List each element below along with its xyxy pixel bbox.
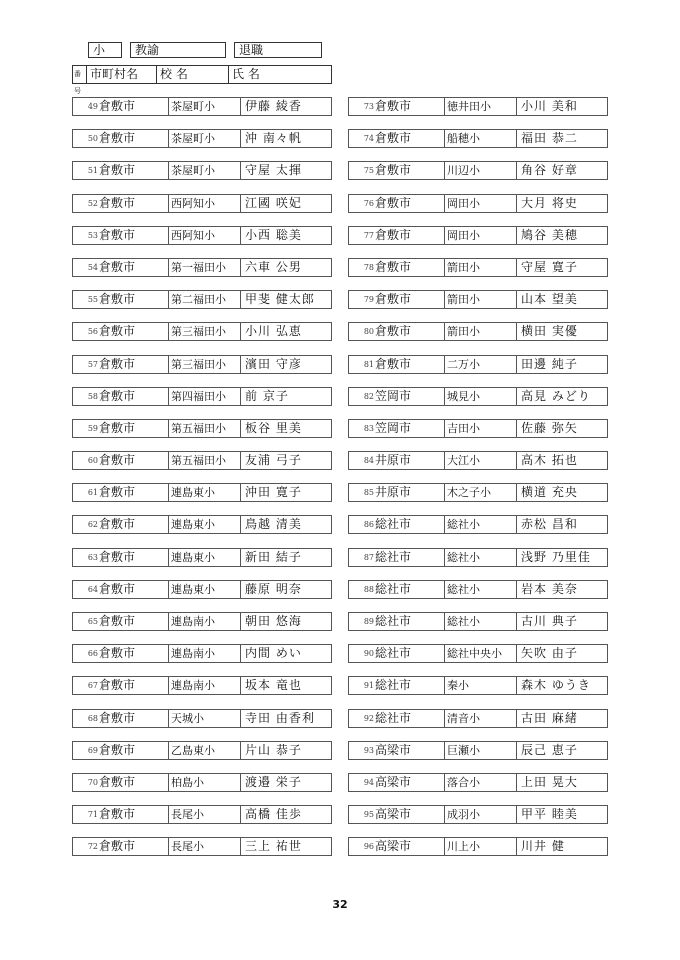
school-level-box: 小 [88, 42, 122, 58]
row-name: 六車 公男 [245, 259, 302, 274]
row-name: 田邊 純子 [521, 356, 578, 371]
row-name: 森木 ゆうき [521, 678, 591, 693]
row-name: 江國 咲妃 [245, 195, 302, 210]
row-name: 角谷 好章 [521, 163, 578, 178]
column-header-name: 氏 名 [232, 67, 260, 81]
row-school: 川上小 [445, 838, 517, 855]
row-school: 大江小 [445, 452, 517, 469]
row-city: 倉敷市 [375, 227, 445, 244]
row-city: 倉敷市 [375, 162, 445, 179]
row-school: 木之子小 [445, 484, 517, 501]
row-city: 倉敷市 [99, 742, 169, 759]
row-number: 87 [363, 552, 374, 562]
table-row [72, 97, 332, 116]
row-city: 笠岡市 [375, 388, 445, 405]
row-school: 長尾小 [169, 838, 241, 855]
row-name: 小川 弘恵 [245, 324, 302, 339]
row-number: 79 [363, 295, 374, 305]
row-school: 第三福田小 [169, 356, 241, 373]
row-school: 長尾小 [169, 806, 241, 823]
row-name: 横田 実優 [521, 324, 578, 339]
row-number: 62 [87, 520, 98, 530]
column-header-city: 市町村名 [87, 66, 157, 83]
table-row [348, 194, 608, 213]
row-name: 赤松 昌和 [521, 517, 578, 532]
table-row [72, 258, 332, 277]
row-city: 倉敷市 [99, 677, 169, 694]
row-name: 片山 恭子 [245, 742, 302, 757]
row-school: 天城小 [169, 710, 241, 727]
row-school: 茶屋町小 [169, 98, 241, 115]
row-city: 倉敷市 [99, 98, 169, 115]
row-name: 三上 祐世 [245, 839, 302, 854]
row-name: 守屋 寛子 [521, 259, 578, 274]
row-city: 倉敷市 [375, 356, 445, 373]
row-name: 浅野 乃里佳 [521, 549, 591, 564]
row-name: 伊藤 綾香 [245, 99, 302, 113]
row-number: 55 [87, 295, 98, 305]
row-city: 倉敷市 [99, 838, 169, 855]
row-number: 54 [87, 262, 98, 272]
table-row [348, 837, 608, 856]
row-number: 95 [363, 810, 374, 820]
page-number: 32 [332, 898, 348, 911]
row-name: 内間 めい [245, 646, 302, 661]
table-row [72, 419, 332, 438]
row-name: 渡邉 栄子 [245, 774, 302, 789]
row-number: 70 [87, 777, 98, 787]
row-school: 箭田小 [445, 259, 517, 276]
table-row [348, 676, 608, 695]
row-city: 倉敷市 [375, 323, 445, 340]
row-city: 倉敷市 [99, 549, 169, 566]
row-city: 総社市 [375, 613, 445, 630]
row-city: 倉敷市 [99, 452, 169, 469]
row-city: 倉敷市 [99, 227, 169, 244]
row-number: 88 [363, 584, 374, 594]
row-school: 乙島東小 [169, 742, 241, 759]
row-city: 倉敷市 [375, 291, 445, 308]
table-row [348, 161, 608, 180]
row-name: 福田 恭二 [521, 131, 578, 146]
row-name: 古田 麻緒 [521, 710, 578, 725]
row-school: 秦小 [445, 677, 517, 694]
table-row [72, 226, 332, 245]
row-school: 箭田小 [445, 291, 517, 308]
row-school: 連島東小 [169, 549, 241, 566]
row-city: 倉敷市 [99, 323, 169, 340]
row-number: 89 [363, 617, 374, 626]
table-row [348, 805, 608, 824]
table-row [348, 709, 608, 728]
row-number: 74 [363, 134, 374, 144]
row-school: 連島東小 [169, 581, 241, 598]
row-number: 57 [87, 359, 98, 369]
row-school: 第一福田小 [169, 259, 241, 276]
table-row [72, 580, 332, 599]
table-row [72, 290, 332, 309]
row-number: 64 [87, 584, 98, 594]
row-city: 高梁市 [375, 838, 445, 855]
row-name: 藤原 明奈 [245, 581, 302, 596]
row-school: 西阿知小 [169, 195, 241, 212]
row-school: 川辺小 [445, 162, 517, 179]
row-number: 68 [87, 713, 98, 723]
table-row [348, 580, 608, 599]
row-school: 船穂小 [445, 130, 517, 147]
table-row [72, 773, 332, 792]
row-name: 朝田 悠海 [245, 614, 302, 628]
row-school: 巨瀬小 [445, 742, 517, 759]
right-column-list [348, 97, 608, 870]
row-number: 50 [87, 134, 98, 144]
row-number: 52 [87, 198, 98, 208]
row-number: 75 [363, 166, 374, 176]
table-row [72, 741, 332, 760]
row-school: 連島東小 [169, 484, 241, 501]
column-header-row [72, 65, 332, 95]
row-name: 沖 南々帆 [245, 131, 302, 146]
row-number: 53 [87, 230, 98, 240]
table-row [72, 644, 332, 663]
table-row [72, 483, 332, 502]
row-number: 56 [87, 327, 98, 337]
table-row [348, 226, 608, 245]
row-name: 岩本 美奈 [521, 581, 578, 596]
table-row [348, 644, 608, 663]
row-city: 総社市 [375, 710, 445, 727]
row-number: 76 [363, 198, 374, 208]
row-school: 茶屋町小 [169, 162, 241, 179]
table-row [348, 322, 608, 341]
row-name: 高木 拓也 [521, 453, 578, 468]
row-name: 新田 結子 [245, 549, 302, 564]
row-number: 85 [363, 488, 374, 498]
row-name: 守屋 太揮 [245, 163, 302, 178]
table-row [72, 709, 332, 728]
table-row [348, 387, 608, 406]
row-number: 78 [363, 262, 374, 272]
column-header-number: 番号 [73, 66, 87, 83]
table-row [348, 258, 608, 277]
table-row [72, 515, 332, 534]
column-header-school: 校 名 [157, 66, 229, 83]
role-box: 教諭 [130, 42, 226, 58]
row-number: 49 [87, 102, 98, 111]
row-name: 鳩谷 美穂 [521, 227, 578, 242]
row-number: 51 [87, 166, 98, 176]
row-city: 高梁市 [375, 774, 445, 791]
row-number: 66 [87, 649, 98, 659]
row-name: 友浦 弓子 [245, 453, 302, 468]
row-school: 第四福田小 [169, 388, 241, 405]
row-school: 岡田小 [445, 227, 517, 244]
row-city: 倉敷市 [99, 388, 169, 405]
row-number: 82 [363, 391, 374, 401]
table-row [348, 612, 608, 631]
row-number: 94 [363, 777, 374, 787]
row-school: 第三福田小 [169, 323, 241, 340]
row-number: 83 [363, 423, 374, 433]
row-city: 倉敷市 [99, 645, 169, 662]
table-row [348, 451, 608, 470]
row-city: 倉敷市 [99, 581, 169, 598]
table-row [72, 451, 332, 470]
row-city: 総社市 [375, 677, 445, 694]
row-number: 72 [87, 842, 98, 852]
table-row [348, 419, 608, 438]
row-school: 第五福田小 [169, 420, 241, 437]
row-number: 90 [363, 649, 374, 659]
row-number: 86 [363, 520, 374, 530]
row-school: 総社小 [445, 613, 517, 630]
row-school: 柏島小 [169, 774, 241, 791]
row-city: 倉敷市 [99, 710, 169, 727]
row-city: 井原市 [375, 484, 445, 501]
row-city: 総社市 [375, 516, 445, 533]
row-school: 岡田小 [445, 195, 517, 212]
row-name: 上田 晃大 [521, 774, 578, 789]
row-city: 倉敷市 [99, 420, 169, 437]
row-name: 鳥越 清美 [245, 517, 302, 532]
row-city: 高梁市 [375, 742, 445, 759]
row-city: 笠岡市 [375, 420, 445, 437]
row-number: 71 [87, 810, 98, 820]
row-city: 倉敷市 [99, 356, 169, 373]
table-row [348, 290, 608, 309]
row-name: 甲斐 健太郎 [245, 292, 315, 307]
row-school: 連島東小 [169, 516, 241, 533]
row-number: 92 [363, 713, 374, 723]
table-row [72, 387, 332, 406]
row-city: 倉敷市 [99, 613, 169, 630]
table-row [72, 194, 332, 213]
row-number: 67 [87, 681, 98, 691]
row-name: 寺田 由香利 [245, 710, 315, 725]
row-number: 80 [363, 327, 374, 337]
table-row [348, 129, 608, 148]
row-school: 連島南小 [169, 677, 241, 694]
row-school: 吉田小 [445, 420, 517, 437]
row-number: 81 [363, 359, 374, 369]
row-city: 倉敷市 [375, 195, 445, 212]
row-school: 第五福田小 [169, 452, 241, 469]
status-box: 退職 [234, 42, 322, 58]
row-school: 茶屋町小 [169, 130, 241, 147]
table-row [72, 129, 332, 148]
table-row [348, 773, 608, 792]
row-name: 沖田 寛子 [245, 485, 302, 500]
row-city: 倉敷市 [375, 130, 445, 147]
table-row [348, 548, 608, 567]
row-city: 総社市 [375, 549, 445, 566]
table-row [348, 97, 608, 116]
row-school: 総社小 [445, 516, 517, 533]
table-row [72, 161, 332, 180]
table-row [348, 355, 608, 374]
row-number: 58 [87, 391, 98, 401]
table-row [72, 676, 332, 695]
row-name: 川井 健 [521, 839, 565, 854]
row-school: 成羽小 [445, 806, 517, 823]
row-city: 倉敷市 [99, 484, 169, 501]
table-row [72, 355, 332, 374]
row-school: 総社中央小 [445, 645, 517, 662]
row-school: 総社小 [445, 581, 517, 598]
row-name: 前 京子 [245, 388, 289, 403]
row-name: 坂本 竜也 [245, 678, 302, 693]
row-number: 91 [363, 681, 374, 691]
row-name: 高見 みどり [521, 388, 591, 403]
row-school: 二万小 [445, 356, 517, 373]
row-name: 小川 美和 [521, 99, 578, 113]
table-row [72, 548, 332, 567]
row-school: 徳井田小 [445, 98, 517, 115]
row-city: 井原市 [375, 452, 445, 469]
row-city: 倉敷市 [99, 516, 169, 533]
row-school: 連島南小 [169, 613, 241, 630]
row-city: 高梁市 [375, 806, 445, 823]
table-row [72, 612, 332, 631]
row-school: 連島南小 [169, 645, 241, 662]
row-number: 65 [87, 617, 98, 626]
row-city: 倉敷市 [99, 291, 169, 308]
row-name: 辰己 恵子 [521, 742, 578, 757]
left-column-list [72, 97, 332, 870]
row-name: 濱田 守彦 [245, 356, 302, 371]
row-number: 59 [87, 423, 98, 433]
row-school: 落合小 [445, 774, 517, 791]
row-number: 77 [363, 230, 374, 240]
row-school: 西阿知小 [169, 227, 241, 244]
row-name: 高橋 佳歩 [245, 807, 302, 822]
row-number: 93 [363, 745, 374, 755]
row-name: 大月 将史 [521, 195, 578, 210]
row-number: 73 [363, 102, 374, 111]
row-city: 倉敷市 [99, 259, 169, 276]
row-school: 清音小 [445, 710, 517, 727]
row-name: 甲平 睦美 [521, 807, 578, 822]
row-number: 69 [87, 745, 98, 755]
row-number: 96 [363, 842, 374, 852]
row-school: 城見小 [445, 388, 517, 405]
row-school: 総社小 [445, 549, 517, 566]
row-city: 倉敷市 [99, 130, 169, 147]
table-row [348, 515, 608, 534]
row-name: 古川 典子 [521, 614, 578, 628]
row-city: 倉敷市 [375, 98, 445, 115]
table-row [72, 805, 332, 824]
row-city: 倉敷市 [99, 774, 169, 791]
row-number: 60 [87, 456, 98, 466]
table-row [72, 322, 332, 341]
row-school: 第二福田小 [169, 291, 241, 308]
row-city: 倉敷市 [99, 806, 169, 823]
row-name: 板谷 里美 [245, 420, 302, 435]
row-number: 84 [363, 456, 374, 466]
table-row [348, 483, 608, 502]
row-city: 倉敷市 [375, 259, 445, 276]
row-name: 横道 充央 [521, 485, 578, 500]
row-school: 箭田小 [445, 323, 517, 340]
row-city: 倉敷市 [99, 195, 169, 212]
row-city: 総社市 [375, 581, 445, 598]
row-number: 61 [87, 488, 98, 498]
table-row [72, 837, 332, 856]
row-number: 63 [87, 552, 98, 562]
row-name: 小西 聡美 [245, 227, 302, 242]
row-city: 総社市 [375, 645, 445, 662]
row-name: 山本 望美 [521, 292, 578, 307]
row-name: 佐藤 弥矢 [521, 420, 578, 435]
table-row [348, 741, 608, 760]
row-name: 矢吹 由子 [521, 646, 578, 661]
row-city: 倉敷市 [99, 162, 169, 179]
